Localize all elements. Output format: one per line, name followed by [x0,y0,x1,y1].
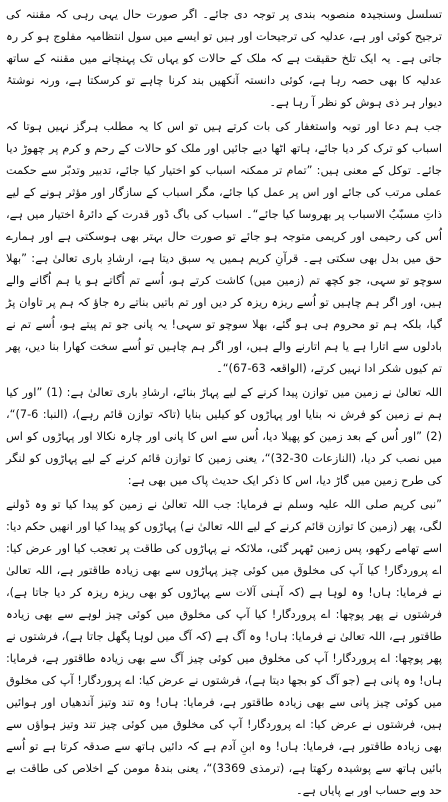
paragraph-hadith: ”نبی کریم صلی اللہ علیہ وسلم نے فرمایا: جب اللہ تعالیٰ نے زمین کو پیدا کیا تو وہ ڈولنے لگی، پھر (زمین کا توازن قائم کرنے کے لیے اللہ تعالیٰ نے) پہاڑوں کو پیدا کیا اور انھیں حکم دیا: اسے تھامے رکھو، پس زمین ٹھہر گئی، ملائکہ نے پہاڑوں کی طاقت پر تعجب کیا اور عرض کیا: اے پروردگار! کیا آپ کی مخلوق میں کوئی چیز پہاڑوں سے بھی زیادہ طاقتور ہے، اللہ تعالیٰ نے فرمایا: ہاں! وہ لوہا ہے (کہ آہنی آلات سے پہاڑوں کو بھی ریزہ ریزہ کر دیا جاتا ہے)، فرشتوں نے پھر پوچھا: اے پروردگار! کیا آپ کی مخلوق میں کوئی چیز لوہے سے بھی زیادہ طاقتور ہے، اللہ تعالیٰ نے فرمایا: ہاں! وہ آگ ہے (کہ آگ میں لوہا پگھل جاتا ہے)، فرشتوں نے پھر پوچھا: اے پروردگار! آپ کی مخلوق میں کوئی چیز آگ سے بھی زیادہ طاقتور ہے، فرمایا: ہاں! وہ پانی ہے (جو آگ کو بجھا دیتا ہے)، فرشتوں نے عرض کیا: اے پروردگار! آپ کی مخلوق میں کوئی چیز پانی سے بھی زیادہ طاقتور ہے، فرمایا: ہاں! وہ تند وتیز آندھیاں اور ہوائیں ہیں، فرشتوں نے عرض کیا: اے پروردگار! آپ کی مخلوق میں کوئی چیز تند وتیز ہواؤں سے بھی زیادہ طاقتور ہے، فرمایا: ہاں! وہ ابنِ آدم ہے کہ دائیں ہاتھ سے صدقہ کرتا ہے تو اُسے بائیں ہاتھ سے پوشیدہ رکھتا ہے، (ترمذی 3369)“، یعنی بندۂ مومن کے اخلاص کی طاقت بے حد وبے حساب اور بے پایاں ہے۔ [6,498,443,797]
paragraph-mountains: اللہ تعالیٰ نے زمین میں توازن پیدا کرنے کے لیے پہاڑ بنائے، ارشادِ باری تعالیٰ ہے: (1) ”اور کیا ہم نے زمین کو فرش نہ بنایا اور پہاڑوں کو کیلیں بنایا (تاکہ توازن قائم رہے)، (النبا: 6-7)“، (2) ”اور اُس کے بعد زمین کو پھیلا دیا، اُس سے اس کا پانی اور چارہ نکالا اور پہاڑوں کو اس میں نصب کر دیا، (النازعات 30-32)“، یعنی زمین کا توازن قائم کرنے کے لیے پہاڑوں کو لنگر کی طرح زمین میں گاڑ دیا، اس کا ذکر ایک حدیث پاک میں بھی ہے: [6,386,442,487]
paragraph-intro: تسلسل وسنجیدہ منصوبہ بندی پر توجہ دی جائے۔ اگر صورت حال یہی رہی کہ مقننہ کی ترجیح کوئی اور ہے، عدلیہ کی ترجیحات اور ہیں تو ایسے میں سول انتظامیہ مفلوج ہو کر رہ جاتی ہے۔ یہ ایک تلخ حقیقت ہے کہ ملک کے حالات کو یہاں تک پہنچانے میں مقننہ کے ساتھ عدلیہ کا بھی حصہ رہا ہے، کوئی دانستہ آنکھیں بند کرنا چاہے تو کرسکتا ہے، ورنہ نوشتۂ دیوار ہر ذی ہوش کو نظر آ رہا ہے۔ [6,8,442,109]
paragraph-tawakkul: جب ہم دعا اور توبہ واستغفار کی بات کرتے ہیں تو اس کا یہ مطلب ہرگز نہیں ہوتا کہ اسباب کو ترک کر دیا جائے، ہاتھ اٹھا دیے جائیں اور ملک کو حالات کے رحم و کرم پر چھوڑ دیا جائے۔ توکل کے معنی ہیں: ”تمام تر ممکنہ اسباب کو اختیار کیا جائے، تدبیر وتدبّر سے حکمت عملی مرتب کی جائے اور اس پر عمل کیا جائے، مگر اسباب کے سازگار اور مؤثر ہونے کے لیے ذاتِ مسبّبُ الاسباب پر بھروسا کیا جائے“۔ اسباب کی باگ ڈور قدرت کے دائرۂ اختیار میں ہے، اُس کی رحیمی اور کریمی متوجہ ہو جائے تو صورت حال بہتر بھی ہوسکتی ہے اور ہمارے حق میں بدل بھی سکتی ہے۔ قرآنِ کریم ہمیں یہ سبق دیتا ہے، ارشادِ باری تعالیٰ ہے: ”بھلا سوچو تو سہی، جو کچھ تم (زمین میں) کاشت کرتے ہو، اُسے تم اُگاتے ہو یا ہم اُگانے والے ہیں، اور اگر ہم چاہیں تو اُسے ریزہ ریزہ کر دیں اور تم باتیں بناتے رہ جاؤ کہ ہم پر تاوان پڑ گیا، بلکہ ہم تو محروم ہی ہو گئے، بھلا سوچو تو سہی! یہ پانی جو تم پیتے ہو، اُسے تم نے بادلوں سے اتارا ہے یا ہم اتارنے والے ہیں، اور اگر ہم چاہیں تو اُسے سخت کھارا بنا دیں، پھر تم کیوں شکر ادا نہیں کرتے، (الواقعہ 63-67)“۔ [6,120,442,375]
